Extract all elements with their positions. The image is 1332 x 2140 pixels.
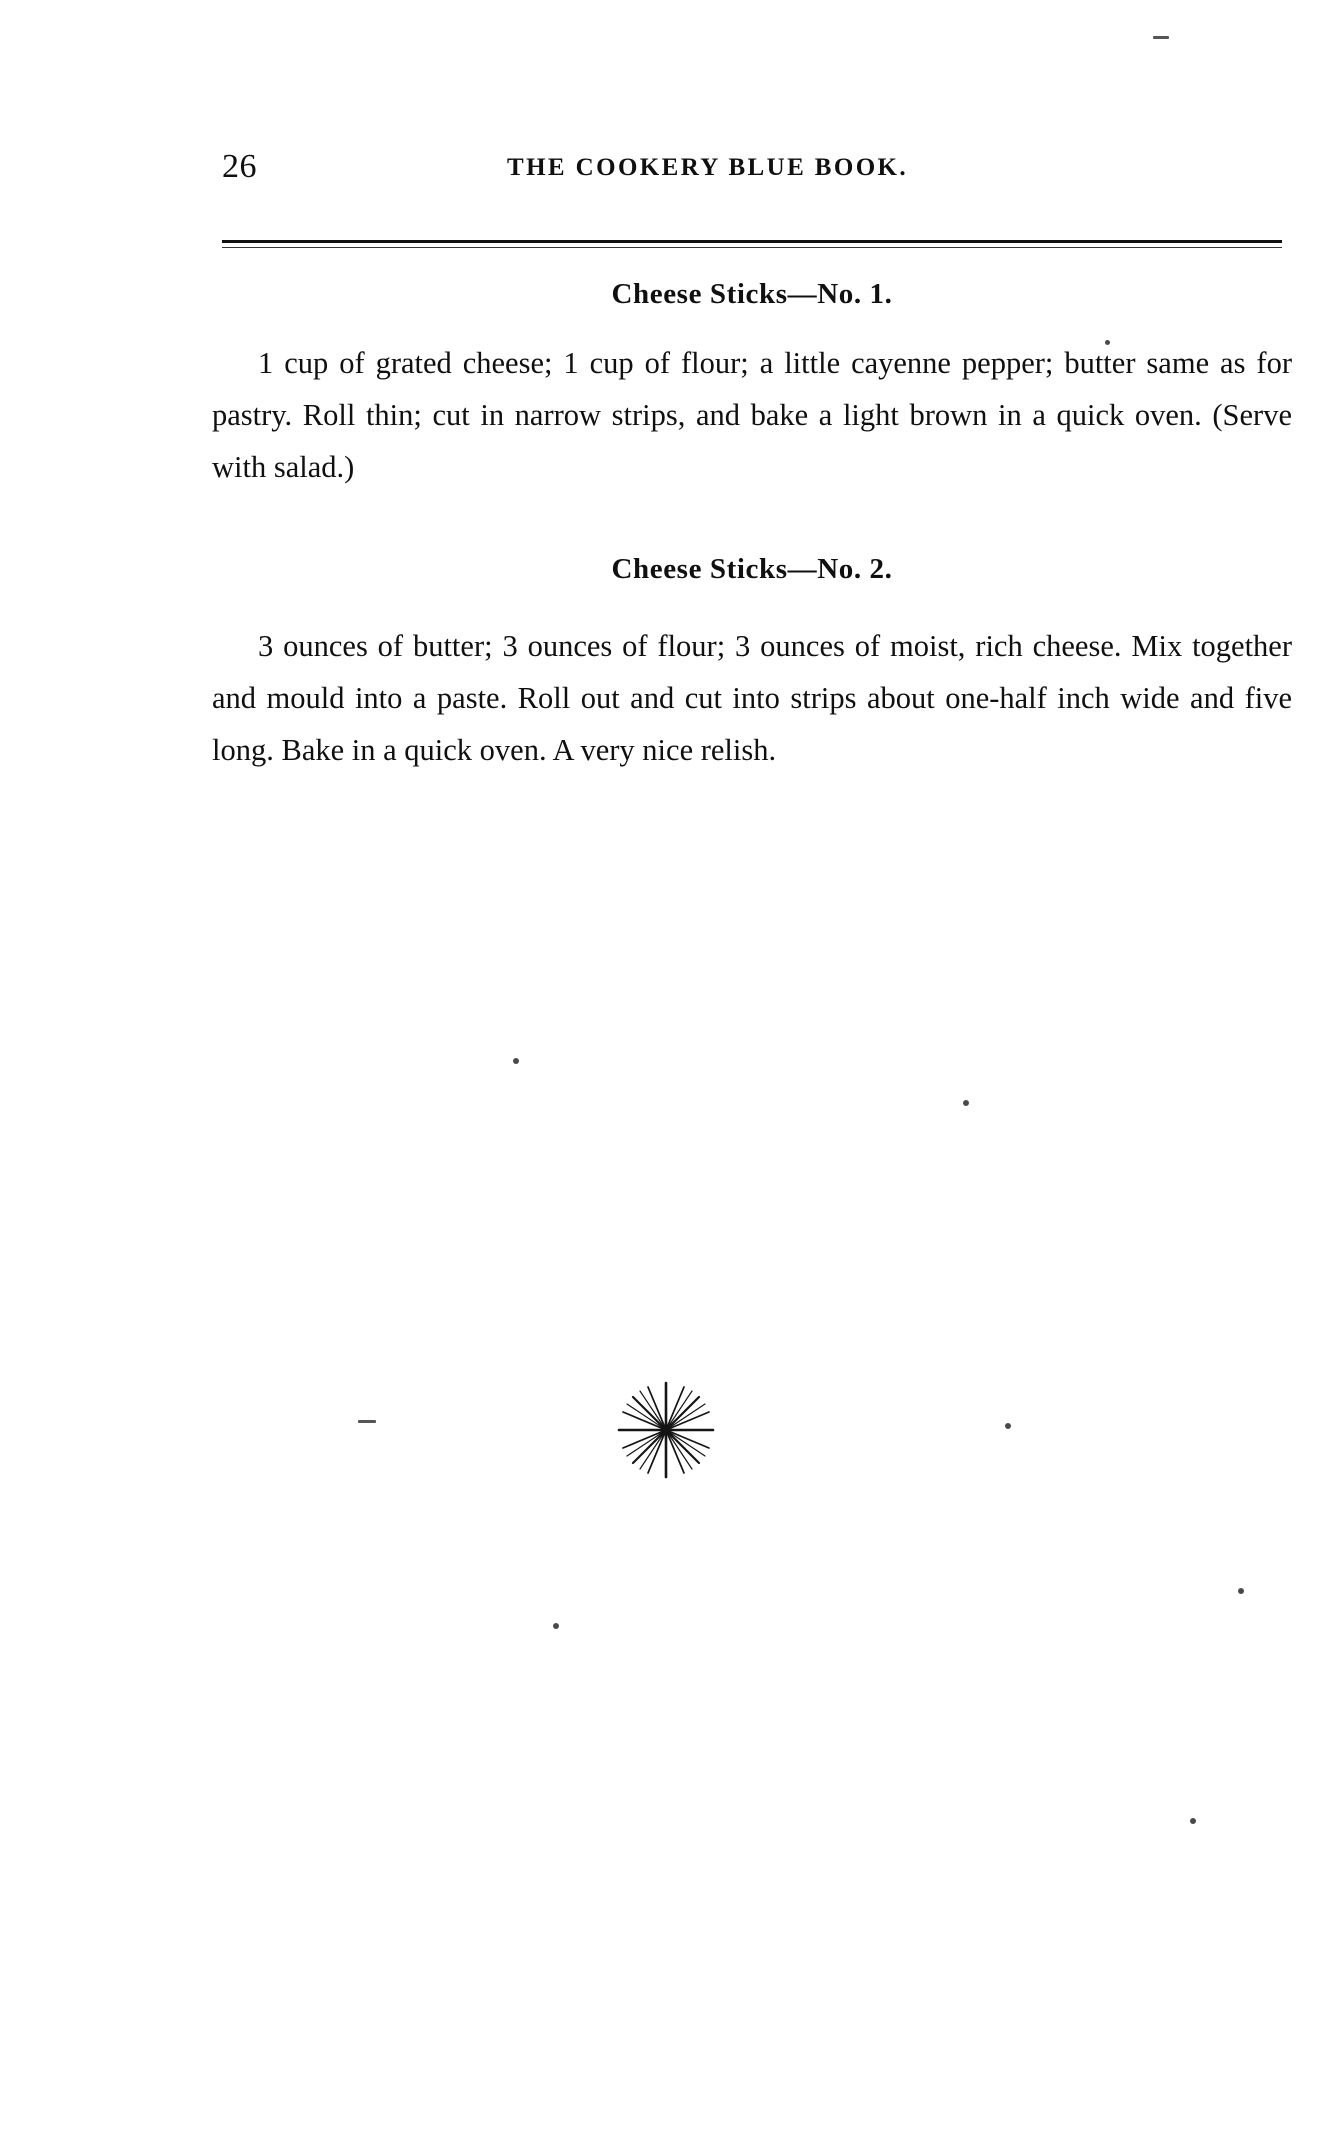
running-head-title: THE COOKERY BLUE BOOK. [507,154,909,181]
page-number: 26 [222,148,257,185]
starburst-ornament [0,1375,1332,1490]
scan-artifact [553,1623,559,1629]
recipe-title-2: Cheese Sticks—No. 2. [611,553,893,585]
scan-artifact [358,1420,376,1423]
page-header [222,148,1282,192]
recipe-body-2: 3 ounces of butter; 3 ounces of flour; 3 ounces of moist, rich cheese. Mix together and mould into a paste. Roll out and cut into strips about one-half inch wide and five long. Bake in a quick oven. A very nice relish. [212,629,1292,767]
scan-artifact [1105,340,1110,345]
header-rule [222,240,1282,243]
scan-artifact [1238,1588,1244,1594]
scan-artifact [963,1100,969,1106]
spacer [212,311,1292,337]
scan-artifact [1153,36,1169,39]
header-rule-secondary [222,247,1282,248]
recipe-title-1: Cheese Sticks—No. 1. [611,278,893,310]
scan-artifact [1005,1423,1011,1429]
scan-artifact [513,1058,519,1064]
page-content [212,278,1292,776]
spacer [212,586,1292,620]
scan-artifact [1190,1818,1196,1824]
recipe-body-1: 1 cup of grated cheese; 1 cup of flour; a little cayenne pepper; butter same as for pastry. Roll thin; cut in narrow strips, and bake a light brown in a quick oven. (Serve with salad.) [212,346,1292,484]
spacer [212,493,1292,553]
